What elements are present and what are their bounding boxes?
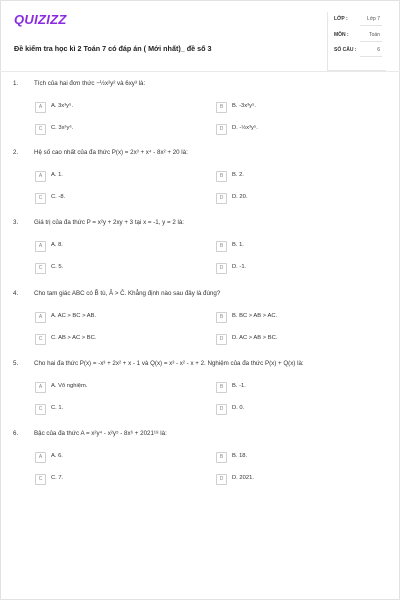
- option-text: C. 3x²y⁶.: [51, 125, 74, 131]
- option-letter-box: B: [216, 241, 227, 252]
- question-number: 2.: [13, 149, 19, 156]
- option-letter-box: A: [35, 452, 46, 463]
- option-letter-box: C: [35, 263, 46, 274]
- info-class: [334, 14, 382, 28]
- option-text: A. 6.: [51, 453, 63, 459]
- option-text: A. Vô nghiệm.: [51, 383, 88, 389]
- option-text: B. 1.: [232, 242, 244, 248]
- option-text: C. -8.: [51, 194, 66, 200]
- question-number: 4.: [13, 290, 19, 297]
- worksheet-title: Đề kiểm tra học kì 2 Toán 7 có đáp án ( Mới nhất)_ đề số 3: [14, 44, 212, 53]
- option-text: C. AB > AC > BC.: [51, 335, 97, 341]
- question-text: Cho tam giác ABC có B̂ tù, Â > Ĉ. Khẳng định nào sau đây là đúng?: [34, 290, 221, 297]
- question-text: Giá trị của đa thức P = x²y + 2xy + 3 tại x = -1, y = 2 là:: [34, 219, 185, 226]
- question-number: 1.: [13, 80, 19, 87]
- option-text: C. 5.: [51, 264, 64, 270]
- quizizz-logo: QUIZIZZ: [14, 12, 67, 27]
- option-text: B. 2.: [232, 172, 244, 178]
- option-text: B. 18.: [232, 453, 248, 459]
- info-class-value: Lớp 7: [366, 16, 380, 22]
- question-text: Bậc của đa thức A = x²y⁴ - x²y⁵ - 8x⁶ + 2021¹⁸ là:: [34, 430, 167, 437]
- divider: [360, 41, 382, 42]
- option-text: D. 2021.: [232, 475, 254, 481]
- header-divider: [0, 71, 400, 72]
- option-letter-box: B: [216, 452, 227, 463]
- option-letter-box: D: [216, 404, 227, 415]
- info-subject-value: Toán: [369, 32, 380, 38]
- option-letter-box: B: [216, 171, 227, 182]
- option-letter-box: D: [216, 474, 227, 485]
- question-1: [13, 80, 380, 140]
- question-text: Tích của hai đơn thức −½x²y² và 6xy³ là:: [34, 80, 146, 87]
- divider: [360, 25, 382, 26]
- info-class-label: LỚP :: [334, 16, 348, 22]
- option-letter-box: A: [35, 171, 46, 182]
- option-text: C. 1.: [51, 405, 64, 411]
- question-4: [13, 290, 380, 350]
- option-letter-box: A: [35, 102, 46, 113]
- option-letter-box: C: [35, 404, 46, 415]
- option-text: D. -1.: [232, 264, 247, 270]
- option-letter-box: B: [216, 312, 227, 323]
- question-2: [13, 149, 380, 209]
- option-letter-box: A: [35, 382, 46, 393]
- option-text: A. AC > BC > AB.: [51, 313, 97, 319]
- option-text: B. -3x³y⁵.: [232, 103, 256, 109]
- option-letter-box: C: [35, 334, 46, 345]
- option-letter-box: C: [35, 474, 46, 485]
- option-text: B. -1.: [232, 383, 246, 389]
- option-letter-box: A: [35, 241, 46, 252]
- question-3: [13, 219, 380, 279]
- info-count: [334, 45, 382, 59]
- option-letter-box: D: [216, 193, 227, 204]
- option-text: D. 0.: [232, 405, 245, 411]
- option-letter-box: D: [216, 263, 227, 274]
- option-letter-box: C: [35, 193, 46, 204]
- option-letter-box: A: [35, 312, 46, 323]
- question-number: 5.: [13, 360, 19, 367]
- info-box: [327, 12, 386, 71]
- option-letter-box: D: [216, 124, 227, 135]
- question-6: [13, 430, 380, 490]
- divider: [360, 56, 382, 57]
- question-text: Hệ số cao nhất của đa thức P(x) = 2x³ + x⁴ - 8x² + 20 là:: [34, 149, 188, 156]
- option-letter-box: B: [216, 102, 227, 113]
- info-subject-label: MÔN :: [334, 32, 349, 38]
- option-text: B. BC > AB > AC.: [232, 313, 278, 319]
- option-letter-box: D: [216, 334, 227, 345]
- header: [14, 12, 386, 70]
- option-text: D. -½x³y⁵.: [232, 125, 258, 131]
- option-text: A. 3x³y⁵.: [51, 103, 74, 109]
- option-letter-box: C: [35, 124, 46, 135]
- option-letter-box: B: [216, 382, 227, 393]
- option-text: A. 8.: [51, 242, 63, 248]
- question-5: [13, 360, 380, 420]
- option-text: D. AC > AB > BC.: [232, 335, 278, 341]
- question-number: 3.: [13, 219, 19, 226]
- info-count-value: 6: [377, 47, 380, 53]
- option-text: A. 1.: [51, 172, 63, 178]
- question-text: Cho hai đa thức P(x) = -x³ + 2x² + x - 1 và Q(x) = x³ - x² - x + 2. Nghiệm của đa thức P(x) + Q(x) là:: [34, 360, 304, 367]
- question-number: 6.: [13, 430, 19, 437]
- option-text: D. 20.: [232, 194, 248, 200]
- info-count-label: SỐ CÂU :: [334, 47, 357, 53]
- info-subject: [334, 30, 382, 44]
- option-text: C. 7.: [51, 475, 64, 481]
